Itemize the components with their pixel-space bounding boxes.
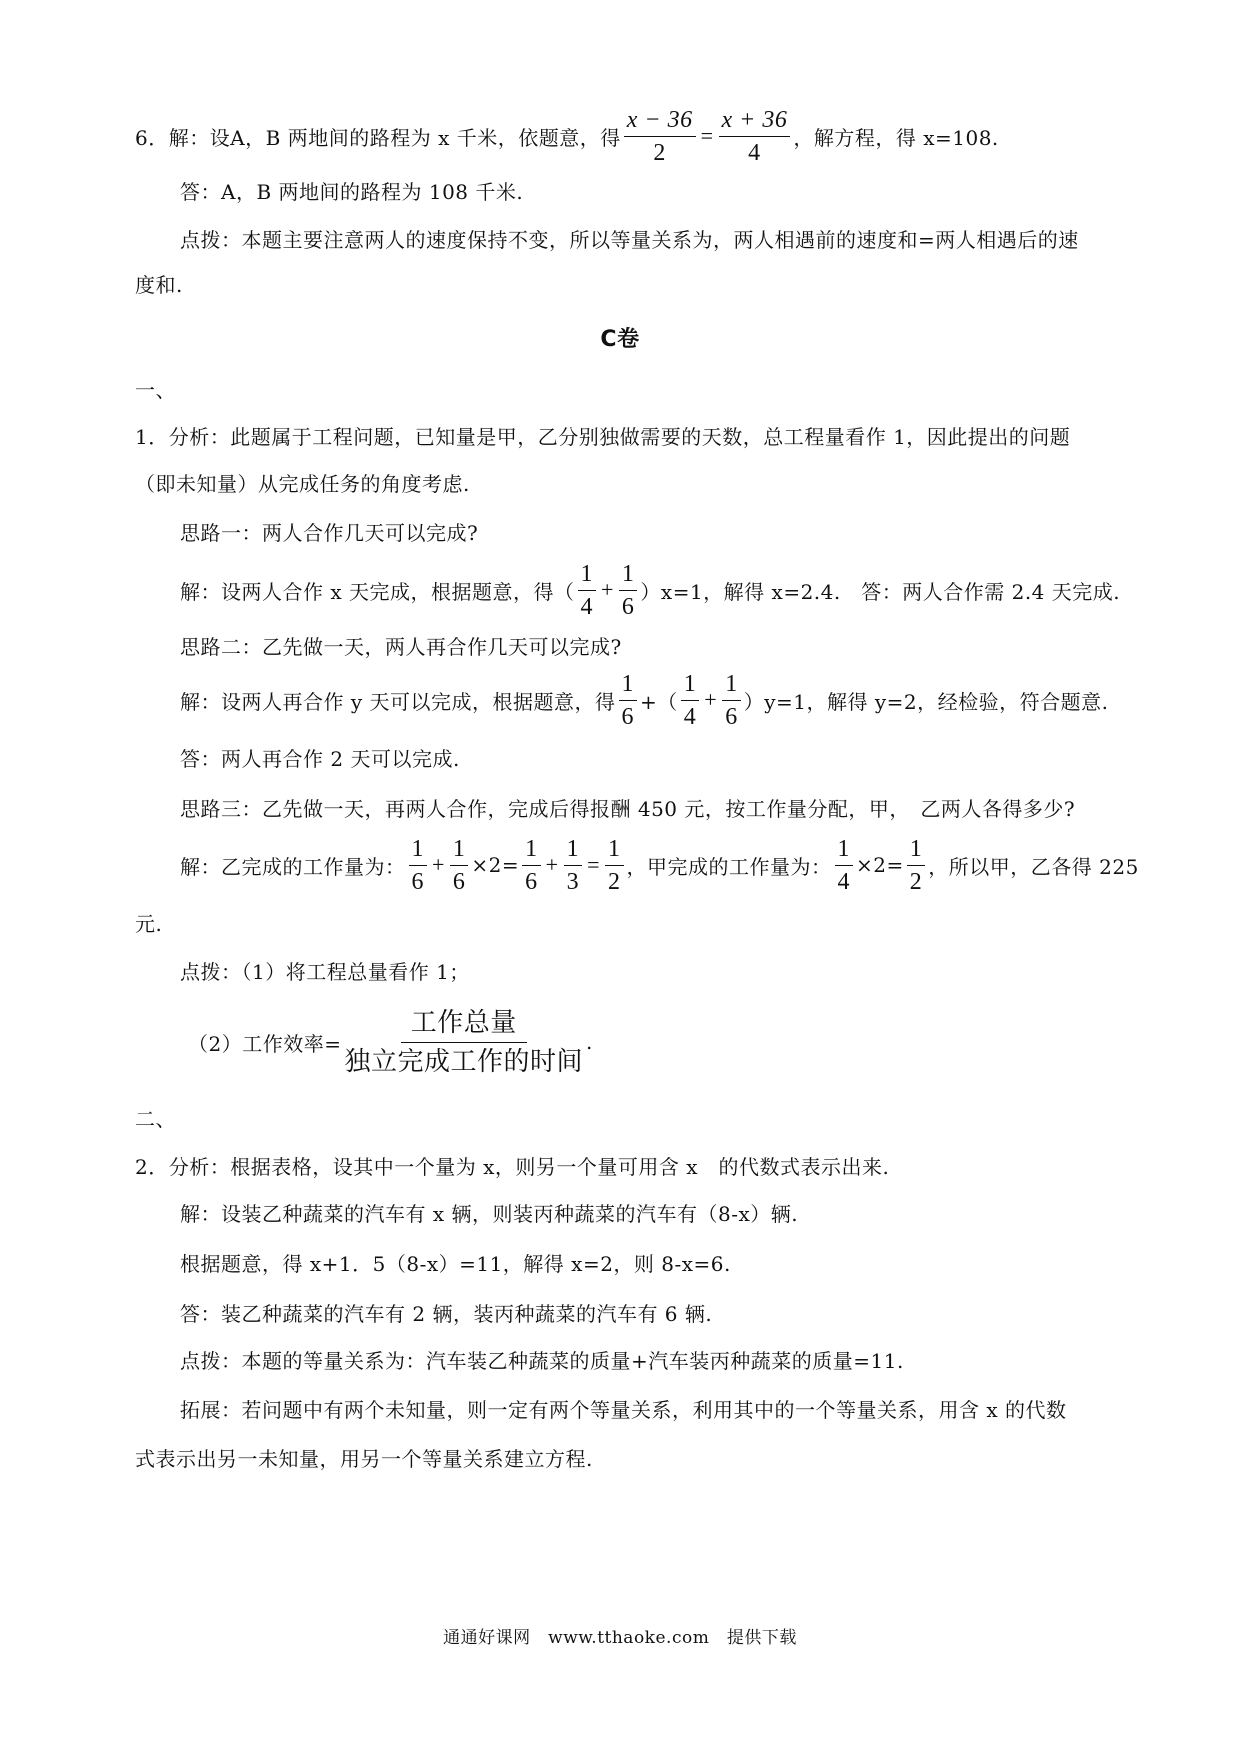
plus-sign: + — [432, 852, 445, 877]
part1-heading: 一、 — [135, 377, 176, 402]
part1-analysis-line-1: 1．分析：此题属于工程问题，已知量是甲，乙分别独做需要的天数，总工程量看作 1，因此提出的问题 — [135, 424, 1071, 449]
fraction-1-6 — [409, 837, 428, 894]
part1-analysis-line-2: （即未知量）从完成任务的角度考虑. — [135, 471, 470, 496]
part2-heading: 二、 — [135, 1106, 176, 1131]
fraction-1-2 — [907, 837, 926, 894]
fraction-numerator: 1 — [605, 837, 624, 866]
q6-prefix: 6．解：设A，B 两地间的路程为 x 千米，依题意，得 — [135, 125, 621, 150]
solution-3-line-2: 元. — [135, 911, 163, 936]
fraction-denominator: 6 — [411, 868, 424, 895]
hint-1: 点拨：（1）将工程总量看作 1； — [180, 959, 470, 984]
part2-analysis: 2．分析：根据表格，设其中一个量为 x，则另一个量可用含 x 的代数式表示出来. — [135, 1154, 890, 1179]
fraction-1-6 — [619, 672, 638, 729]
times-two-equals: ×2= — [471, 853, 520, 877]
fraction-denominator: 6 — [621, 593, 635, 620]
fraction-denominator: 4 — [748, 139, 761, 166]
fraction-numerator: 1 — [835, 837, 854, 866]
part2-hint: 点拨：本题的等量关系为：汽车装乙种蔬菜的质量+汽车装丙种蔬菜的质量=11. — [180, 1348, 904, 1373]
fraction-1-6 — [722, 672, 741, 729]
fraction-1-3 — [564, 837, 583, 894]
fraction-denominator: 2 — [909, 868, 923, 895]
fraction-numerator: 工作总量 — [401, 1010, 527, 1043]
solution-2-text-b: ）y=1，解得 y=2，经检验，符合题意. — [743, 689, 1109, 714]
fraction-denominator: 6 — [725, 703, 738, 730]
answer-2: 答：两人再合作 2 天可以完成. — [180, 746, 460, 771]
part2-solution-2: 根据题意，得 x+1．5（8-x）=11，解得 x=2，则 8-x=6. — [180, 1251, 731, 1276]
plus-sign: + — [545, 852, 559, 877]
solution-1-text-b: ）x=1，解得 x=2.4. 答：两人合作需 2.4 天完成. — [640, 579, 1121, 604]
fraction-x-minus-36-over-2 — [624, 108, 696, 165]
fraction-numerator: 1 — [450, 837, 469, 866]
idea-1: 思路一：两人合作几天可以完成? — [180, 520, 479, 545]
fraction-denominator: 2 — [653, 139, 666, 166]
fraction-x-plus-36-over-4 — [719, 108, 791, 165]
solution-1-line — [180, 555, 1120, 625]
part2-extension-line-1: 拓展：若问题中有两个未知量，则一定有两个等量关系，利用其中的一个等量关系，用含 x 的代数 — [180, 1397, 1067, 1422]
fraction-denominator: 6 — [525, 868, 538, 895]
solution-2-line — [180, 665, 1108, 735]
fraction-efficiency-formula — [344, 1007, 583, 1077]
idea-2: 思路二：乙先做一天，两人再合作几天可以完成? — [180, 634, 622, 659]
fraction-numerator: 1 — [681, 672, 700, 701]
fraction-numerator: 1 — [578, 562, 597, 591]
hint-2-line — [188, 1002, 593, 1082]
idea-3: 思路三：乙先做一天，再两人合作，完成后得报酬 450 元，按工作量分配，甲， 乙两人各得多少? — [180, 796, 1076, 821]
part2-extension-line-2: 式表示出另一未知量，用另一个等量关系建立方程. — [135, 1446, 593, 1471]
q6-suffix: ，解方程，得 x=108. — [793, 125, 999, 150]
fraction-denominator: 4 — [837, 868, 851, 895]
q6-solution-line — [135, 106, 999, 166]
part2-solution-1: 解：设装乙种蔬菜的汽车有 x 辆，则装丙种蔬菜的汽车有（8-x）辆. — [180, 1201, 799, 1226]
fraction-denominator: 2 — [608, 868, 621, 895]
fraction-1-6 — [522, 837, 541, 894]
solution-1-text-a: 解：设两人合作 x 天完成，根据题意，得（ — [180, 579, 575, 604]
fraction-numerator: x − 36 — [624, 108, 696, 137]
hint-2-text-a: （2）工作效率= — [188, 1031, 342, 1056]
fraction-1-6 — [619, 562, 638, 619]
fraction-numerator: 1 — [409, 837, 428, 866]
solution-3-text-b: ，所以甲，乙各得 225 — [928, 854, 1139, 879]
fraction-numerator: 1 — [907, 837, 926, 866]
equals-sign: = — [587, 852, 601, 877]
plus-sign: + — [601, 577, 614, 602]
q6-answer: 答：A，B 两地间的路程为 108 千米. — [180, 179, 524, 204]
solution-3-text-a: 解：乙完成的工作量为： — [180, 854, 406, 879]
equals-sign: = — [700, 123, 714, 148]
fraction-numerator: 1 — [522, 837, 541, 866]
fraction-denominator: 3 — [566, 868, 580, 895]
fraction-numerator: x + 36 — [719, 108, 791, 137]
solution-3-line — [180, 830, 1139, 900]
fraction-denominator: 独立完成工作的时间 — [344, 1046, 583, 1077]
q6-hint-line-1: 点拨：本题主要注意两人的速度保持不变，所以等量关系为，两人相遇前的速度和=两人相遇后的速 — [180, 227, 1079, 252]
fraction-1-4 — [681, 672, 700, 729]
fraction-denominator: 4 — [580, 593, 593, 620]
fraction-1-6 — [450, 837, 469, 894]
plus-sign: + — [704, 687, 718, 712]
fraction-numerator: 1 — [619, 562, 638, 591]
solution-2-text-mid: +（ — [640, 689, 678, 714]
fraction-denominator: 4 — [683, 703, 697, 730]
hint-2-text-b: . — [586, 1030, 593, 1054]
times-two-equals: ×2= — [856, 853, 904, 877]
fraction-numerator: 1 — [619, 672, 638, 701]
fraction-denominator: 6 — [621, 703, 635, 730]
q6-hint-line-2: 度和. — [135, 272, 183, 297]
solution-3-text-mid: ，甲完成的工作量为： — [626, 854, 832, 879]
part2-answer: 答：装乙种蔬菜的汽车有 2 辆，装丙种蔬菜的汽车有 6 辆. — [180, 1301, 713, 1326]
fraction-1-2 — [605, 837, 624, 894]
fraction-numerator: 1 — [564, 837, 583, 866]
solution-2-text-a: 解：设两人再合作 y 天可以完成，根据题意，得 — [180, 689, 616, 714]
fraction-1-4 — [578, 562, 597, 619]
fraction-numerator: 1 — [722, 672, 741, 701]
fraction-denominator: 6 — [452, 868, 466, 895]
page-footer: 通通好课网 www.tthaoke.com 提供下载 — [443, 1627, 797, 1648]
section-title: C卷 — [600, 326, 640, 352]
fraction-1-4 — [835, 837, 854, 894]
